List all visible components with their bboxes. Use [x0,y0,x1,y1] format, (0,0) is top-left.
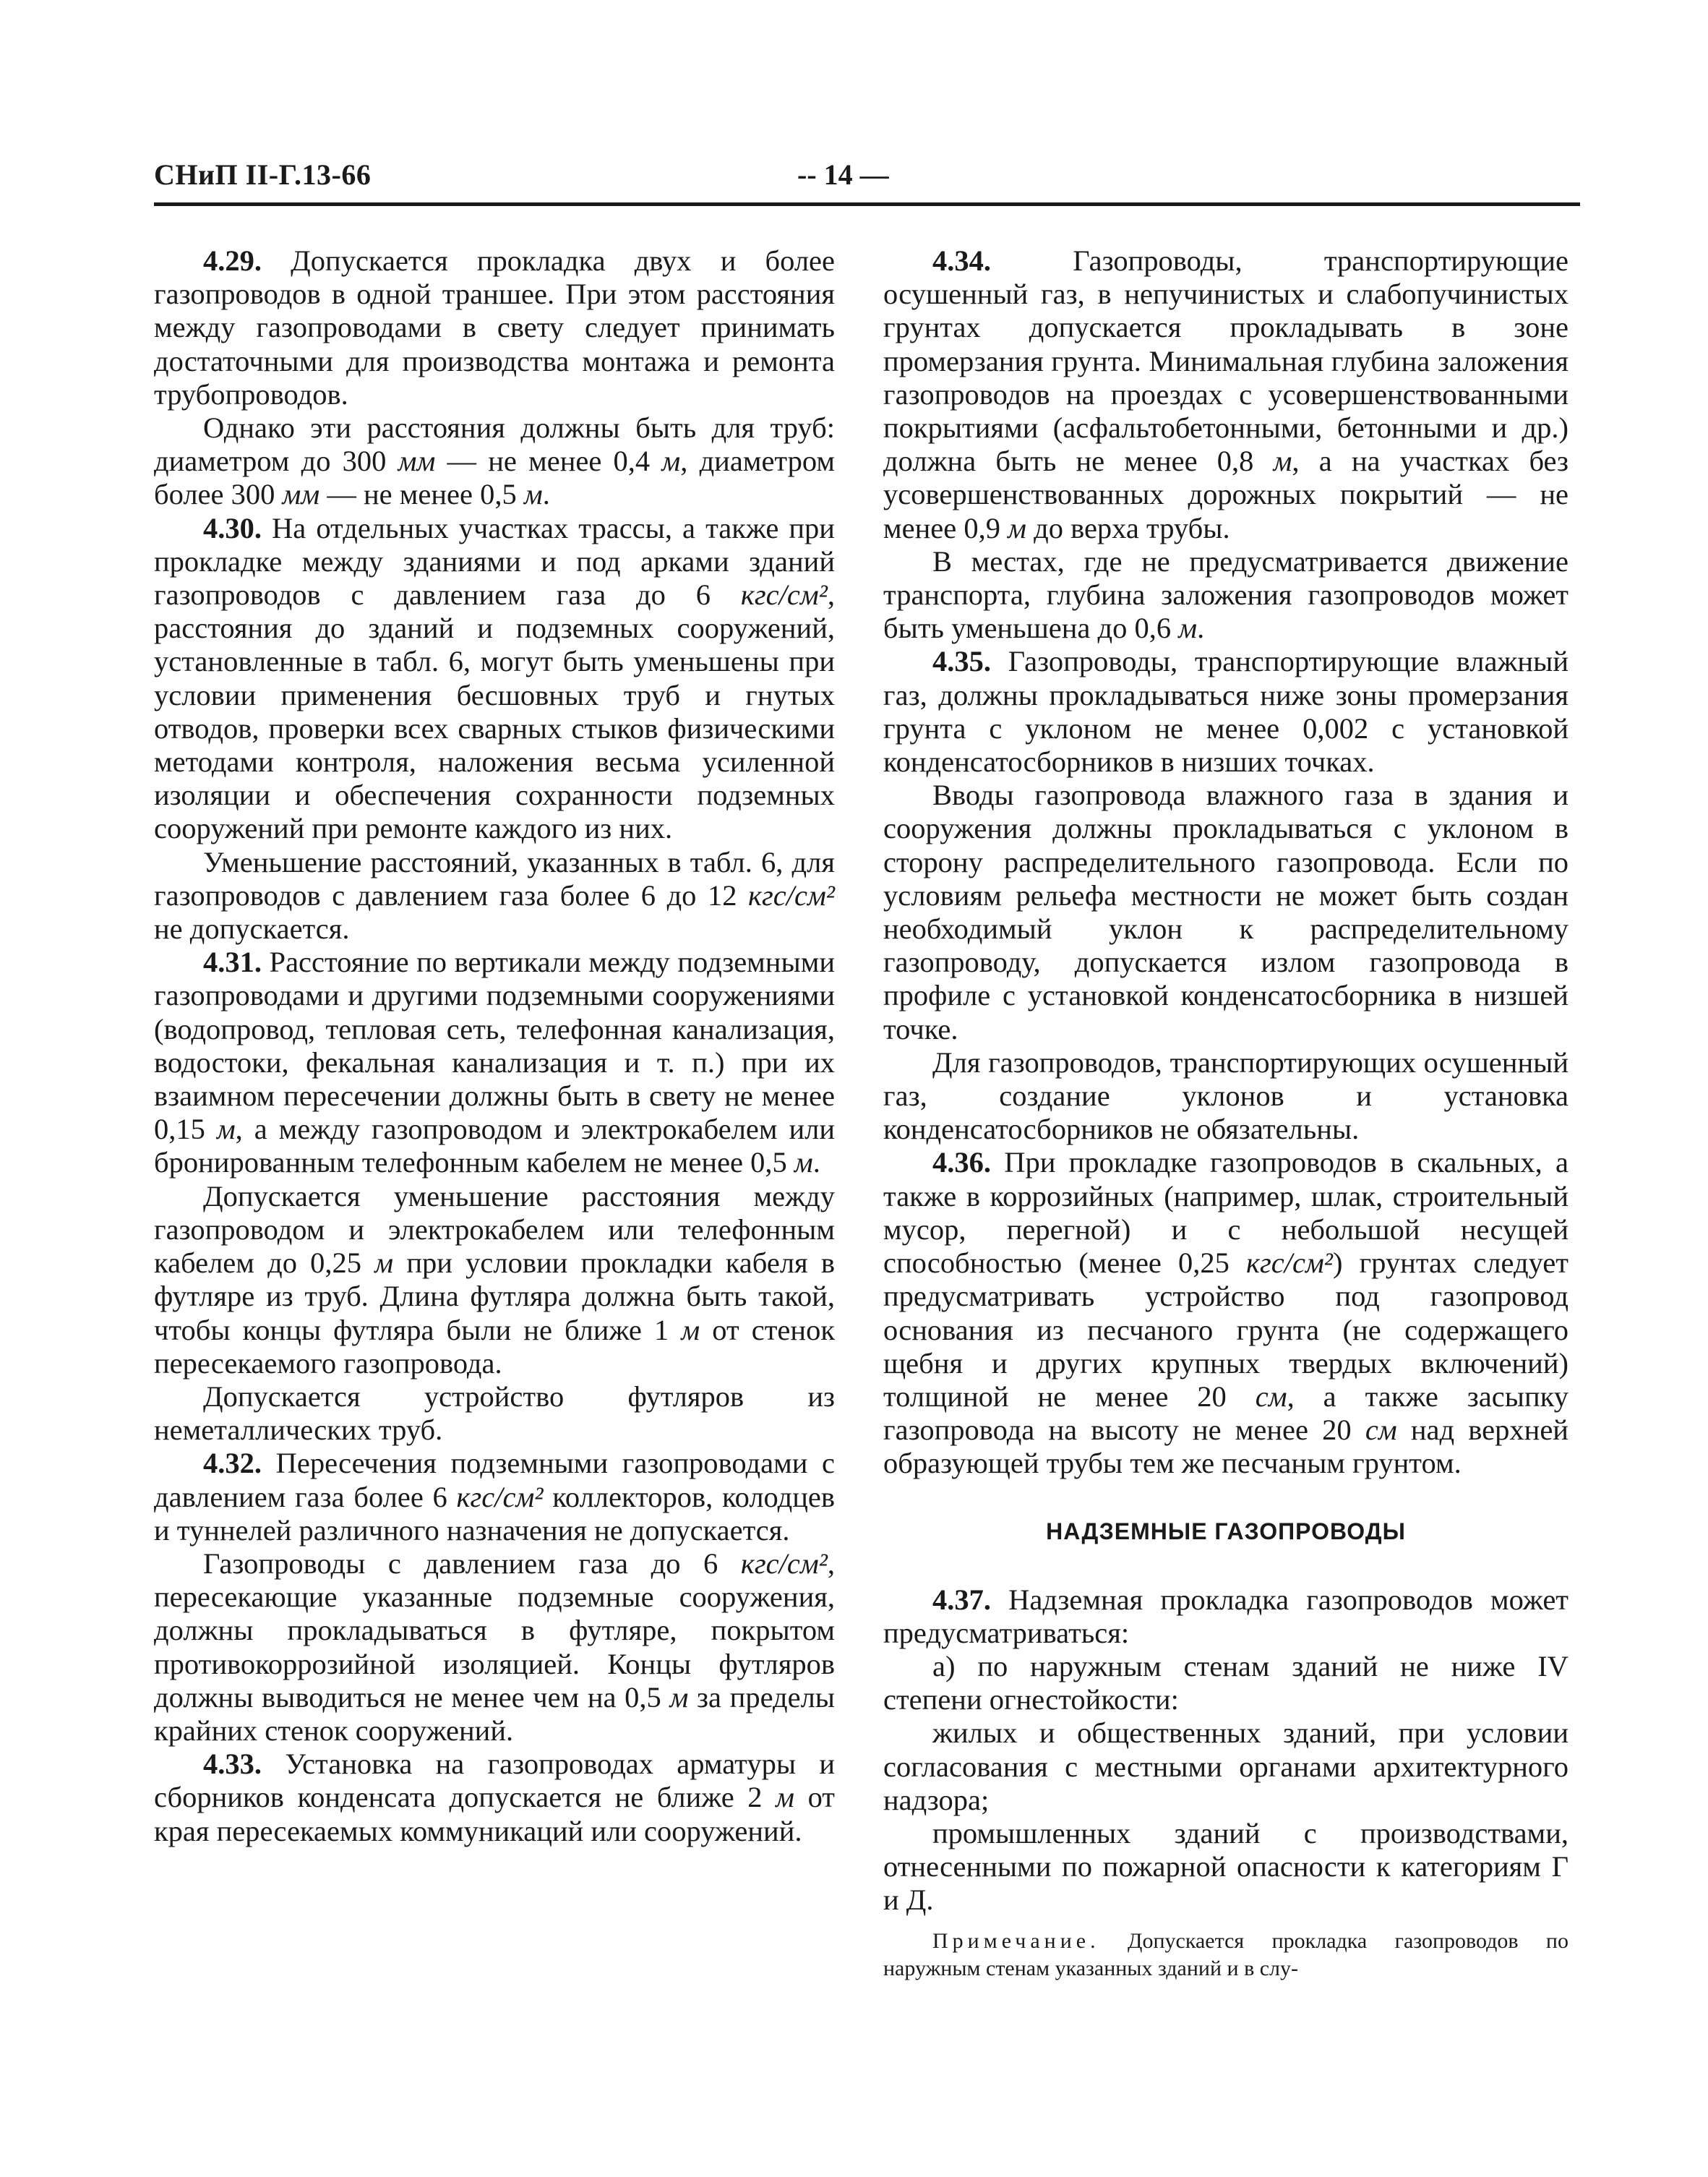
clause-text: Надземная прокладка газопроводов может предусматриваться: [883,1583,1568,1649]
right-column [883,244,1568,1983]
clause-number: 4.37. [932,1583,991,1616]
section-heading: НАДЗЕМНЫЕ ГАЗОПРОВОДЫ [1046,1518,1406,1544]
clause-text: Газопроводы, транспортирующие влажный газ, должны прокладываться ниже зоны промерзания грунта с уклоном не менее 0,002 с установкой конденсатосборников в низших точках. [883,645,1568,779]
text: Расстояние по вертикали между подземными газопроводами и другими подземными сооружениями (водопровод, тепловая сеть, телефонная канализация, водостоки, фекальная канализация и т. п.) при их взаимном пересечении должны быть в свету не менее 0,15 [154,946,835,1146]
text: , а также засыпку газопровода на высоту не менее 20 [883,1380,1568,1447]
text: В местах, где не предусматривается движение транспорта, глубина заложения газопроводов может быть уменьшена до 0,6 [883,544,1568,645]
text: от края пересекаемых коммуникаций или сооружений. [154,1781,835,1847]
paragraph-4-31 [154,946,835,1179]
text: от стенок пересекаемого газопровода. [154,1313,835,1380]
text: Установка на газопроводах арматуры и сборников конденсата допускается не ближе 2 [154,1748,835,1814]
unit: мм [398,445,436,478]
text: над верхней образующей трубы тем же песчаным грунтом. [883,1413,1568,1480]
clause-number: 4.35. [932,645,991,678]
text: Уменьшение расстояний, указанных в табл. 6, для газопроводов с давлением газа более 6 до 12 [154,845,835,912]
note [883,1928,1568,1983]
text: не допускается. [154,912,350,946]
text: Газопроводы, транспортирующие осушенный газ, в непучинистых и слабопучинистых грунтах допускается прокладывать в зоне промерзания грунта. Минимальная глубина заложения газопроводов на проездах с усовершенствованными покрытиями (асфальтобетонными, бетонными и др.) должна быть не менее 0,8 [883,244,1568,478]
clause-text: Допускается прокладка двух и более газопроводов в одной траншее. При этом расстояния между газопроводами в свету следует принимать достаточными для производства монтажа и ремонта трубопроводов. [154,244,835,411]
unit: кгс/см² [748,878,835,912]
unit: см [1365,1413,1397,1447]
text: , а на участках без усовершенствованных дорожных покрытий — не менее 0,9 [883,445,1568,544]
unit: м [776,1781,794,1814]
paragraph-4-32 [154,1447,835,1547]
text: коллекторов, колодцев и туннелей различного назначения не допускается. [154,1480,836,1547]
unit: м [216,1113,236,1146]
text: , диаметром более 300 [154,445,835,511]
unit: м [794,1146,813,1179]
paragraph-4-37-a: а) по наружным стенам зданий не ниже IV степени огнестойкости: [883,1649,1568,1716]
text: — не менее 0,4 [435,445,662,478]
clause-number: 4.33. [203,1748,262,1781]
paragraph-4-30 [154,512,835,846]
text: , расстояния до зданий и подземных сооружений, установленные в табл. 6, могут быть уменьшены при условии применения бесшовных труб и гнутых отводов, проверки всех сварных стыков физическими методами контроля, наложения весьма усиленной изоляции и обеспечения сохранности подземных сооружений при ремонте каждого из них. [154,578,835,845]
paragraph-4-29 [154,244,835,411]
text: Пересечения подземными газопроводами с давлением газа более 6 [154,1447,835,1513]
paragraph-4-31-cable [154,1180,835,1380]
page-number: -- 14 — [797,158,889,191]
text: Однако эти расстояния должны быть для труб: диаметром до 300 [154,411,835,478]
unit: м [1178,612,1198,645]
header-rule [154,202,1580,206]
text: На отдельных участках трассы, а также при прокладке между зданиями и под арками зданий газопроводов с давлением газа до 6 [154,511,835,612]
clause-number: 4.31. [203,946,262,979]
paragraph-4-30-reduction [154,846,835,946]
paragraph-4-35 [883,645,1568,779]
clause-number: 4.29. [203,244,262,277]
paragraph-4-37-industrial: промышленных зданий с производствами, отнесенными по пожарной опасности к категориям Г и Д. [883,1816,1568,1917]
paragraph-4-34 [883,244,1568,545]
unit: кгс/см² [740,1547,828,1580]
text: до верха трубы. [1026,511,1230,544]
paragraph-4-37 [883,1583,1568,1650]
unit: см [1255,1380,1287,1413]
unit: кгс/см² [1246,1246,1333,1280]
text: ) грунтах следует предусматривать устройство под газопровод основания из песчаного грунта (не содержащего щебня и других крупных твердых включений) толщиной не менее 20 [883,1246,1568,1413]
text: за пределы крайних стенок сооружений. [154,1680,836,1747]
unit: м [669,1680,689,1714]
clause-number: 4.36. [932,1146,991,1179]
document-code: СНиП II-Г.13-66 [154,158,372,191]
text: . [1197,612,1205,645]
page-header [154,158,1580,198]
text: , пересекающие указанные подземные сооружения, должны прокладываться в футляре, покрытом противокоррозийной изоляцией. Концы футляров должны выводиться не менее чем на 0,5 [154,1547,835,1714]
note-label: Примечание. [932,1928,1100,1953]
text: при условии прокладки кабеля в футляре из труб. Длина футляра должна быть такой, чтобы концы футляра были не ближе 1 [154,1246,836,1346]
clause-number: 4.34. [932,244,991,277]
unit: м [1008,511,1026,544]
paragraph-4-34-depth [883,545,1568,646]
unit: м [681,1313,700,1346]
text: Газопроводы с давлением газа до 6 [203,1547,741,1580]
clause-number: 4.30. [203,511,262,544]
paragraph-4-35-inputs: Вводы газопровода влажного газа в здания и сооружения должны прокладываться с уклоном в сторону распределительного газопровода. Если по условиям рельефа местности не может быть создан необходимый уклон к распределительному газопроводу, допускается излом газопровода в профиле с установкой конденсатосборника в низшей точке. [883,779,1568,1045]
text: . [812,1146,820,1179]
paragraph-4-32-sleeve [154,1547,835,1748]
unit: м [1273,445,1292,478]
left-column [154,244,835,1848]
text: Допускается уменьшение расстояния между газопроводом и электрокабелем или телефонным кабелем до 0,25 [154,1179,835,1280]
paragraph-4-35-dry-gas: Для газопроводов, транспортирующих осушенный газ, создание уклонов и установка конденсатосборников не обязательны. [883,1045,1568,1146]
unit: м [374,1246,394,1280]
text: — не менее 0,5 [319,478,524,511]
text: . [542,478,550,511]
clause-number: 4.32. [203,1447,262,1480]
paragraph-4-33 [154,1748,835,1848]
paragraph-4-36 [883,1146,1568,1480]
unit: мм [282,478,320,511]
unit: кгс/см² [740,578,828,612]
text: , а между газопроводом и электрокабелем или бронированным телефонным кабелем не менее 0,5 [154,1113,835,1179]
paragraph-4-31-sleeves: Допускается устройство футляров из неметаллических труб. [154,1380,835,1447]
text: При прокладке газопроводов в скальных, а также в коррозийных (например, шлак, строительный мусор, перегной) и с небольшой несущей способностью (менее 0,25 [883,1146,1568,1280]
unit: м [523,478,543,511]
unit: кгс/см² [456,1480,544,1513]
paragraph-4-29-distances [154,411,835,512]
note-text: Допускается прокладка газопроводов по наружным стенам указанных зданий и в слу- [883,1928,1568,1980]
paragraph-4-37-residential: жилых и общественных зданий, при условии согласования с местными органами архитектурного надзора; [883,1716,1568,1816]
unit: м [661,445,681,478]
